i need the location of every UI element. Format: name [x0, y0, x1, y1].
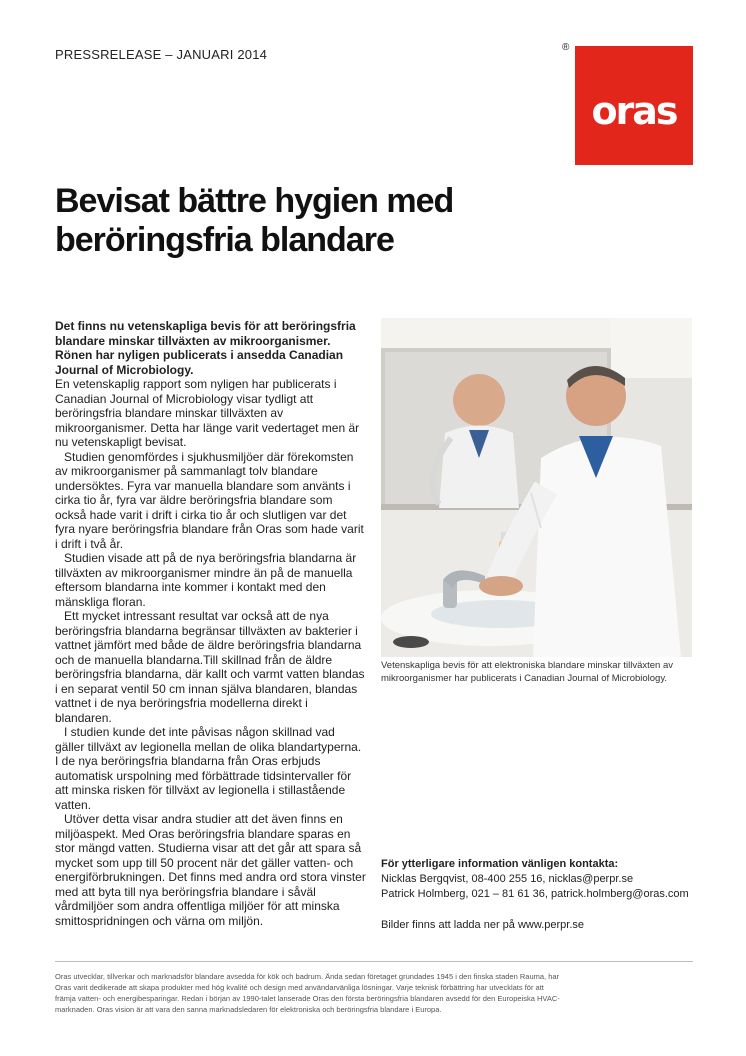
article-photo — [381, 318, 692, 657]
download-note: Bilder finns att ladda ner på www.perpr.se — [381, 919, 585, 931]
article-paragraph: Studien genomfördes i sjukhusmiljöer där förekomsten av mikroorganismer på sammanlagt tolv blandare undersöktes. Fyra var manuella blandare som använts i cirka tio år, fyra var äldre beröringsfria blandare som också hade varit i drift i cirka tio år och slutligen var det fyra nyare beröringsfria blandare från Oras som hade varit i drift i två år. — [55, 449, 364, 551]
contact-line: Nicklas Bergqvist, 08-400 255 16, nicklas@perpr.se — [381, 873, 634, 885]
registered-trademark-mark: ® — [562, 42, 570, 53]
article-lead: Det finns nu vetenskapliga bevis för att beröringsfria blandare minskar tillväxten av mikroorganismer. Rönen har nyligen publicerats i ansedda Canadian Journal of Microbiology. — [55, 319, 356, 377]
article-body — [55, 319, 367, 928]
footer-divider — [55, 961, 693, 962]
contact-title: För ytterligare information vänligen kontakta: — [381, 858, 619, 870]
photo-caption: Vetenskapliga bevis för att elektroniska blandare minskar tillväxten av mikroorganismer har publicerats i Canadian Journal of Microbiology. — [381, 660, 674, 684]
document-header-label: PRESSRELEASE – JANUARI 2014 — [55, 47, 268, 62]
company-boilerplate: Oras utvecklar, tillverkar och marknadsför blandare avsedda för kök och badrum. Ända sedan företaget grundades 1945 i den finska staden Rauma, har Oras varit dedikerade att skapa produkter med hög kvalité och design med användarvänliga lösningar. Varje teknisk förbättring har utvecklats för att främja vatten- och energibesparingar. Redan i början av 1990-talet lanserade Oras den första beröringsfria blandaren avsedd för den Europeiska HVAC-marknaden. Oras vision är att vara den sanna marknadsledaren för elektroniska och beröringsfria blandare i Europa. — [55, 972, 560, 1014]
logo-wordmark: oras — [591, 89, 677, 133]
page-title-line-2: beröringsfria blandare — [55, 221, 394, 259]
article-paragraph: Studien visade att på de nya beröringsfria blandarna är tillväxten av mikroorganismer mindre än på de manuella eftersom blandarna inte kommer i kontakt med den mänskliga floran. — [55, 551, 357, 609]
oras-logo — [575, 46, 693, 165]
article-paragraph: I studien kunde det inte påvisas någon skillnad vad gäller tillväxt av legionella mellan de olika blandartyperna. I de nya beröringsfria blandarna från Oras erbjuds automatisk urspolning med förbättrade tidsintervaller för att minska risken för tillväxt av legionella i stillastående vatten. — [55, 725, 362, 812]
contact-block — [381, 857, 701, 933]
page-title-line-1: Bevisat bättre hygien med — [55, 182, 454, 220]
article-paragraph: En vetenskaplig rapport som nyligen har publicerats i Canadian Journal of Microbiology visar tydligt att beröringsfria blandare minskar tillväxten av mikroorganismer. Detta har länge varit vedertaget men är nu vetenskapligt bevisat. — [55, 377, 360, 449]
article-paragraph: Utöver detta visar andra studier att det även finns en miljöaspekt. Med Oras beröringsfria blandare sparas en stor mängd vatten. Studierna visar att det går att spara så mycket som upp till 50 procent när det gäller vatten- och energiförbrukningen. Det finns med andra ord stora vinster med att byta till nya beröringsfria blandare i såväl vårdmiljöer som andra offentliga miljöer för att minska smittospridningen och värna om miljön. — [55, 812, 366, 928]
contact-line: Patrick Holmberg, 021 – 81 61 36, patrick.holmberg@oras.com — [381, 888, 689, 900]
page-title — [55, 182, 535, 260]
article-paragraph: Ett mycket intressant resultat var också att de nya beröringsfria blandarna begränsar tillväxten av bakterier i vattnet jämfört med både de äldre beröringsfria blandarna och de manuella blandarna.Till skillnad från de äldre beröringsfria blandarna, där kallt och varmt vatten blandas i en separat ventil 50 cm innan själva blandaren, blandas vattnet i de nya beröringsfria modellerna direkt i blandaren. — [55, 609, 365, 725]
